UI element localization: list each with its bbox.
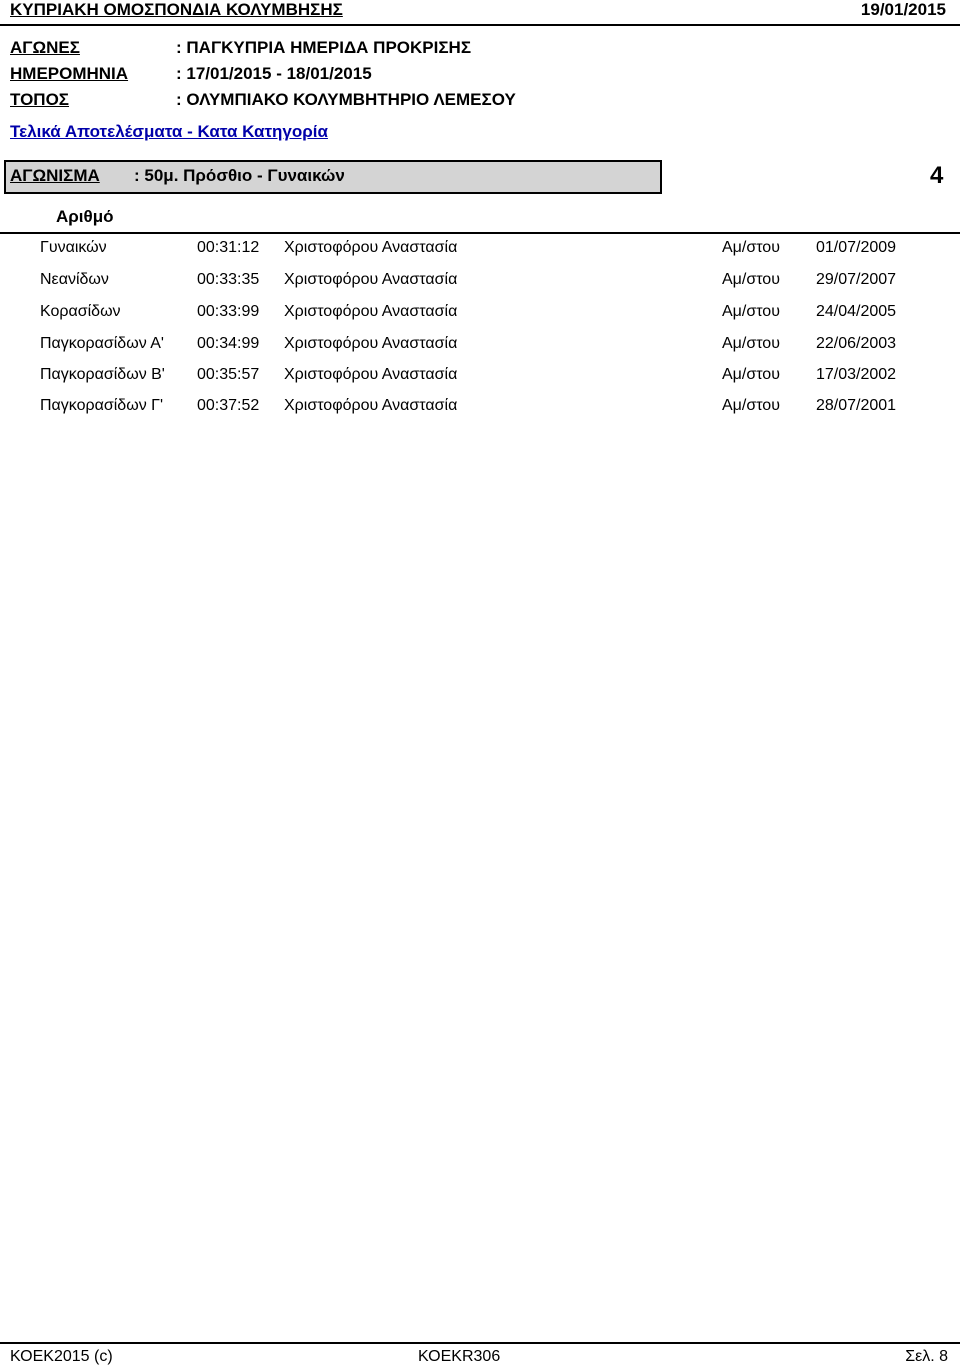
- table-row: [0, 366, 960, 394]
- row-swimmer-name: Χριστοφόρου Αναστασία: [284, 335, 458, 352]
- games-label: ΑΓΩΝΕΣ: [10, 38, 80, 57]
- event-label: ΑΓΩΝΙΣΜΑ: [10, 166, 100, 185]
- venue-label: ΤΟΠΟΣ: [10, 90, 70, 109]
- print-date: 19/01/2015: [860, 0, 946, 19]
- row-birthdate: 22/06/2003: [816, 335, 897, 352]
- games-value: : ΠΑΓΚΥΠΡΙΑ ΗΜΕΡΙΔΑ ΠΡΟΚΡΙΣΗΣ: [176, 38, 472, 57]
- table-row: [0, 335, 960, 363]
- row-time: 00:33:99: [197, 303, 260, 320]
- row-club: Αμ/στου: [722, 303, 780, 320]
- row-category: Παγκορασίδων Α': [40, 335, 164, 352]
- event-number: 4: [930, 162, 944, 189]
- column-header: Αριθμό: [56, 207, 114, 226]
- table-row: [0, 397, 960, 425]
- table-row: [0, 303, 960, 331]
- row-category: Γυναικών: [40, 239, 107, 256]
- row-club: Αμ/στου: [722, 397, 780, 414]
- row-category: Παγκορασίδων Β': [40, 366, 165, 383]
- row-category: Νεανίδων: [40, 271, 109, 288]
- row-time: 00:37:52: [197, 397, 260, 414]
- row-club: Αμ/στου: [722, 271, 780, 288]
- row-time: 00:34:99: [197, 335, 260, 352]
- row-club: Αμ/στου: [722, 335, 780, 352]
- row-category: Παγκορασίδων Γ': [40, 397, 163, 414]
- row-category: Κορασίδων: [40, 303, 121, 320]
- table-row: [0, 239, 960, 267]
- footer-page-number: Σελ. 8: [905, 1348, 948, 1365]
- header-rule: [0, 24, 960, 26]
- row-club: Αμ/στου: [722, 239, 780, 256]
- row-birthdate: 01/07/2009: [816, 239, 897, 256]
- row-time: 00:31:12: [197, 239, 260, 256]
- footer-copyright: ΚΟΕΚ2015 (c): [10, 1348, 113, 1365]
- table-row: [0, 271, 960, 299]
- row-time: 00:35:57: [197, 366, 260, 383]
- row-swimmer-name: Χριστοφόρου Αναστασία: [284, 366, 458, 383]
- row-swimmer-name: Χριστοφόρου Αναστασία: [284, 303, 458, 320]
- date-label: ΗΜΕΡΟΜΗΝΙΑ: [10, 64, 129, 83]
- footer-report-code: ΚΟΕΚR306: [418, 1348, 501, 1365]
- table-header-rule: [0, 232, 960, 234]
- footer-rule: [0, 1342, 960, 1344]
- event-value: : 50μ. Πρόσθιο - Γυναικών: [134, 166, 345, 185]
- date-value: : 17/01/2015 - 18/01/2015: [176, 64, 372, 83]
- row-swimmer-name: Χριστοφόρου Αναστασία: [284, 397, 458, 414]
- results-title: Τελικά Αποτελέσματα - Κατα Κατηγορία: [10, 122, 328, 141]
- row-club: Αμ/στου: [722, 366, 780, 383]
- row-birthdate: 28/07/2001: [816, 397, 897, 414]
- federation-title: ΚΥΠΡΙΑΚΗ ΟΜΟΣΠΟΝΔΙΑ ΚΟΛΥΜΒΗΣΗΣ: [10, 0, 343, 19]
- row-time: 00:33:35: [197, 271, 260, 288]
- row-birthdate: 24/04/2005: [816, 303, 897, 320]
- row-swimmer-name: Χριστοφόρου Αναστασία: [284, 271, 458, 288]
- row-birthdate: 29/07/2007: [816, 271, 897, 288]
- venue-value: : ΟΛΥΜΠΙΑΚΟ ΚΟΛΥΜΒΗΤΗΡΙΟ ΛΕΜΕΣΟΥ: [176, 90, 516, 109]
- row-swimmer-name: Χριστοφόρου Αναστασία: [284, 239, 458, 256]
- row-birthdate: 17/03/2002: [816, 366, 897, 383]
